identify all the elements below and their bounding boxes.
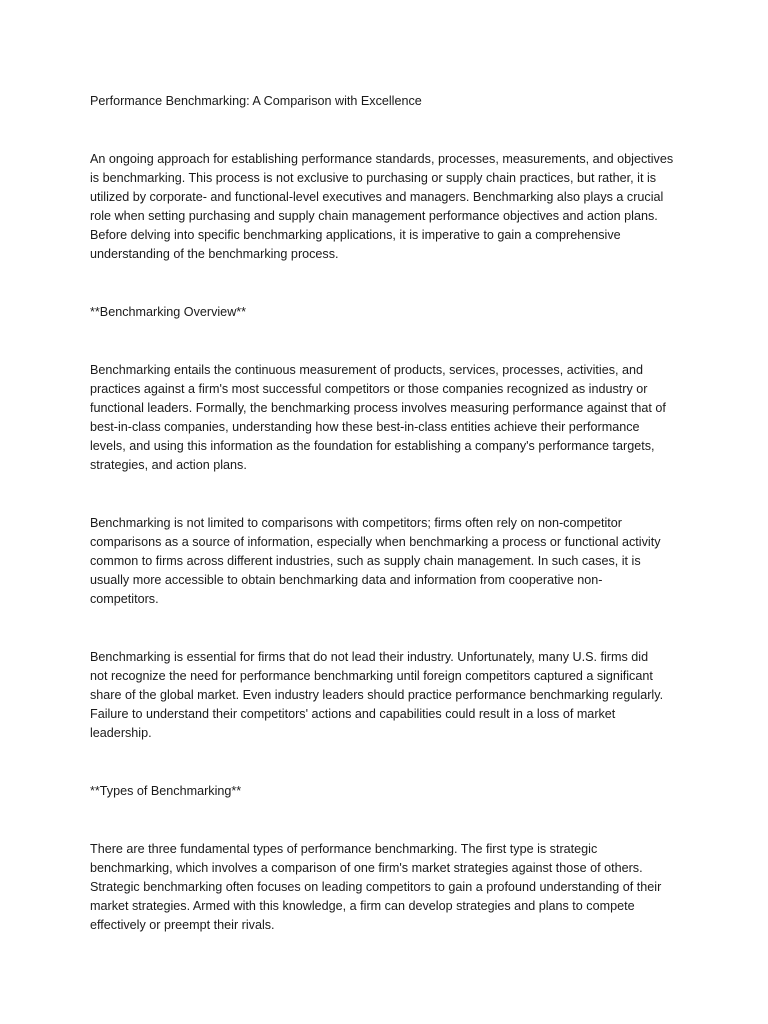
paragraph-line: There are three fundamental types of performance benchmarking. The first type is strategic	[90, 842, 598, 856]
section-heading	[90, 303, 675, 322]
title-line: Performance Benchmarking: A Comparison with Excellence	[90, 94, 422, 108]
paragraph-line: Strategic benchmarking often focuses on leading competitors to gain a profound understanding of their	[90, 880, 662, 894]
paragraph-line: best-in-class companies, understanding how these best-in-class entities achieve their performance	[90, 420, 640, 434]
paragraph-line: Benchmarking is not limited to comparisons with competitors; firms often rely on non-competitor	[90, 516, 622, 530]
paragraph-line: market strategies. Armed with this knowledge, a firm can develop strategies and plans to compete	[90, 899, 635, 913]
document-page	[90, 92, 675, 974]
paragraph-line: effectively or preempt their rivals.	[90, 918, 275, 932]
paragraph	[90, 361, 675, 475]
paragraph-line: An ongoing approach for establishing performance standards, processes, measurements, and objectives	[90, 152, 674, 166]
paragraph-line: leadership.	[90, 726, 152, 740]
paragraph-line: Failure to understand their competitors' actions and capabilities could result in a loss of market	[90, 707, 616, 721]
paragraph-line: strategies, and action plans.	[90, 458, 247, 472]
paragraph-line: understanding of the benchmarking process.	[90, 247, 339, 261]
paragraph-line: Benchmarking entails the continuous measurement of products, services, processes, activities, and	[90, 363, 643, 377]
paragraph-line: levels, and using this information as the foundation for establishing a company's performance targets,	[90, 439, 655, 453]
paragraph-line: competitors.	[90, 592, 159, 606]
paragraph	[90, 150, 675, 264]
paragraph-line: functional leaders. Formally, the benchmarking process involves measuring performance against that of	[90, 401, 666, 415]
paragraph-line: not recognize the need for performance benchmarking until foreign competitors captured a significant	[90, 669, 653, 683]
paragraph-line: comparisons as a source of information, especially when benchmarking a process or functional activity	[90, 535, 661, 549]
paragraph-line: share of the global market. Even industry leaders should practice performance benchmarking regularly.	[90, 688, 664, 702]
document-title	[90, 92, 675, 111]
heading-text: **Types of Benchmarking**	[90, 784, 242, 798]
paragraph-line: role when setting purchasing and supply chain management performance objectives and action plans.	[90, 209, 658, 223]
heading-text: **Benchmarking Overview**	[90, 305, 247, 319]
paragraph	[90, 840, 675, 935]
paragraph-line: Before delving into specific benchmarking applications, it is imperative to gain a comprehensive	[90, 228, 621, 242]
paragraph-line: practices against a firm's most successful competitors or those companies recognized as industry or	[90, 382, 648, 396]
paragraph-line: benchmarking, which involves a comparison of one firm's market strategies against those of others.	[90, 861, 643, 875]
paragraph	[90, 648, 675, 743]
paragraph	[90, 514, 675, 609]
paragraph-line: is benchmarking. This process is not exclusive to purchasing or supply chain practices, but rather, it is	[90, 171, 657, 185]
paragraph-line: Benchmarking is essential for firms that do not lead their industry. Unfortunately, many U.S. firms did	[90, 650, 649, 664]
paragraph-line: common to firms across different industries, such as supply chain management. In such cases, it is	[90, 554, 641, 568]
document-body	[90, 150, 675, 935]
paragraph-line: utilized by corporate- and functional-level executives and managers. Benchmarking also plays a crucial	[90, 190, 664, 204]
paragraph-line: usually more accessible to obtain benchmarking data and information from cooperative non-	[90, 573, 603, 587]
section-heading	[90, 782, 675, 801]
